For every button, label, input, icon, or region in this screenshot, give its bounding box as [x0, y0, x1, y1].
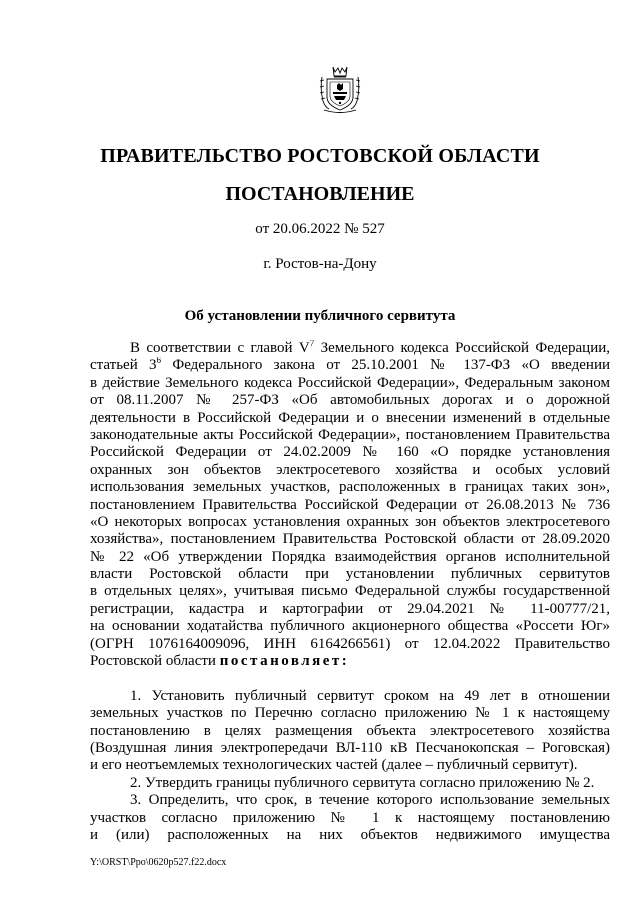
- preamble-line: в действие Земельного кодекса Российской Федерации», Федеральным законом: [90, 374, 610, 391]
- preamble-line: в отдельных целях», учитывая письмо Федеральной службы государственной: [90, 583, 610, 600]
- preamble-line: постановлением Правительства Российской Федерации от 26.08.2013 № 736: [90, 496, 610, 513]
- item-3-line: 3. Определить, что срок, в течение которого использование земельных: [130, 792, 610, 809]
- organization-title: ПРАВИТЕЛЬСТВО РОСТОВСКОЙ ОБЛАСТИ: [100, 145, 540, 167]
- preamble-line: «О некоторых вопросах установления охранных зон объектов электросетевого: [90, 513, 610, 530]
- item-1-line: постановлению в целях размещения объекта электросетевого хозяйства: [90, 722, 610, 739]
- paragraph-gap: [90, 670, 610, 687]
- document-city: г. Ростов-на-Дону: [263, 256, 377, 272]
- item-1-line: 1. Установить публичный сервитут сроком на 49 лет в отношении: [130, 687, 610, 704]
- item-1-line: (Воздушная линия электропередачи ВЛ-110 кВ Песчанокопская – Роговская): [90, 739, 610, 756]
- preamble-line: на основании ходатайства публичного акционерного общества «Россети Юг»: [90, 618, 610, 635]
- preamble-line: использования земельных участков, расположенных в границах таких зон»,: [90, 479, 610, 496]
- decree-word: постановляет:: [219, 653, 350, 670]
- preamble-line: № 22 «Об утверждении Порядка взаимодействия органов исполнительной: [90, 548, 610, 565]
- coat-of-arms-icon: [318, 63, 362, 113]
- preamble-line: В соответствии с главой $V^7$ Земельного кодекса Российской Федерации,: [130, 340, 610, 356]
- document-type: ПОСТАНОВЛЕНИЕ: [225, 183, 415, 205]
- preamble-line: охранных зон объектов электросетевого хозяйства и особых условий: [90, 461, 610, 478]
- preamble-line: от 08.11.2007 № 257-ФЗ «Об автомобильных дорогах и о дорожной: [90, 392, 610, 409]
- document-body: [90, 340, 610, 844]
- item-1-line: и его неотъемлемых технологических частей (далее – публичный сервитут).: [90, 757, 578, 774]
- document-date-number: от 20.06.2022 № 527: [255, 221, 385, 237]
- preamble-line: статьей $3^6$ Федерального закона от 25.10.2001 № 137-ФЗ «О введении: [90, 357, 610, 374]
- preamble-line: законодательные акты Российской Федерации», постановлением Правительства: [90, 426, 610, 443]
- item-1-line: земельных участков по Перечню согласно приложению № 1 к настоящему: [90, 705, 610, 722]
- preamble-line: власти Ростовской области при установлении публичных сервитутов: [90, 566, 610, 583]
- preamble-line: деятельности в Российской Федерации и о внесении изменений в отдельные: [90, 409, 610, 426]
- preamble-line: (ОГРН 1076164009096, ИНН 6164266561) от 12.04.2022 Правительство: [90, 635, 610, 652]
- item-2-line: 2. Утвердить границы публичного сервитута согласно приложению № 2.: [130, 774, 595, 791]
- preamble-line: Ростовской области постановляет:: [90, 653, 350, 670]
- item-3-line: и (или) расположенных на них объектов недвижимого имущества: [90, 826, 610, 843]
- item-3-line: участков согласно приложению № 1 к настоящему постановлению: [90, 809, 610, 826]
- preamble-line: регистрации, кадастра и картографии от 29.04.2021 № 11-00777/21,: [90, 600, 610, 617]
- preamble-line: хозяйства», постановлением Правительства Ростовской области от 28.09.2020: [90, 531, 610, 548]
- file-path-footer: Y:\ORST\Ppo\0620p527.f22.docx: [90, 857, 227, 868]
- document-subject: Об установлении публичного сервитута: [184, 308, 456, 324]
- preamble-line: Российской Федерации от 24.02.2009 № 160 «О порядке установления: [90, 444, 610, 461]
